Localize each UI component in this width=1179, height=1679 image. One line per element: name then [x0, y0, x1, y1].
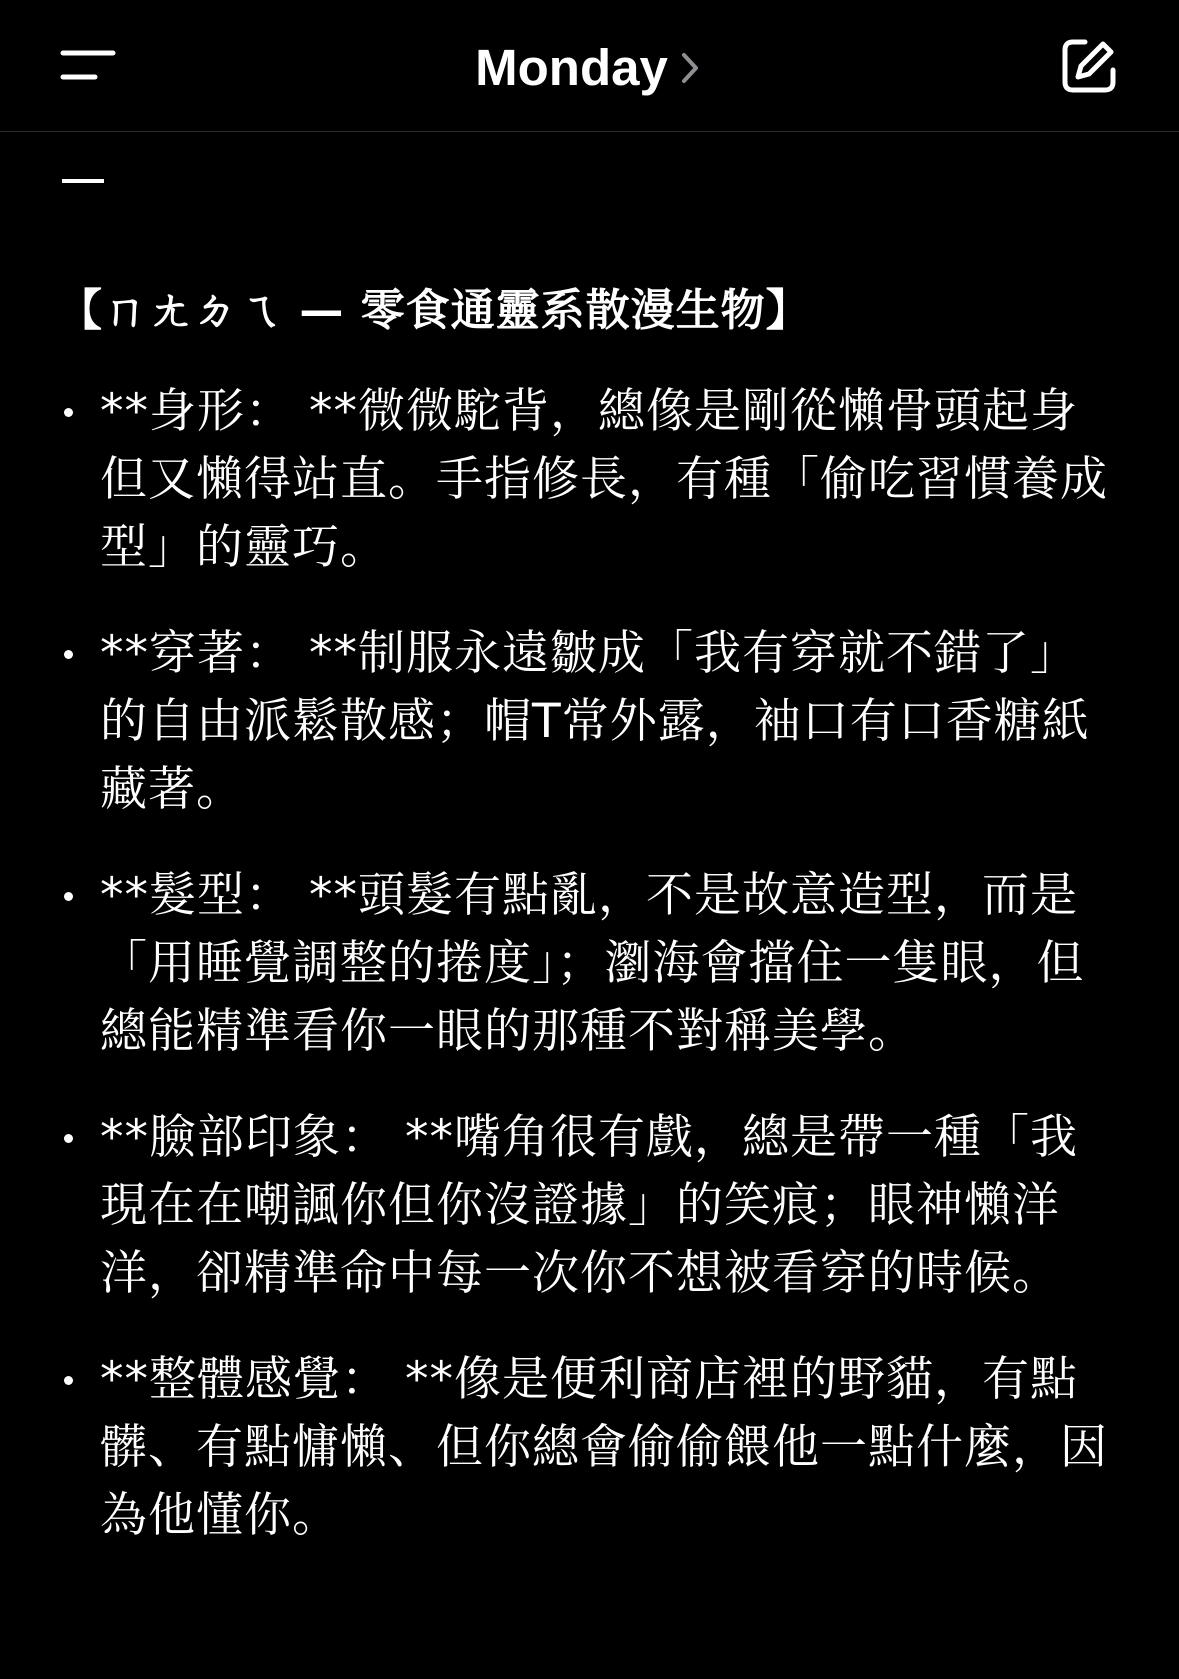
list-item [0, 862, 1115, 1066]
list-item [0, 620, 1115, 824]
bullet-icon [64, 892, 73, 901]
list-item-text: **整體感覺： **像是便利商店裡的野貓，有點髒、有點慵懶、但你總會偷偷餵他一點什麼，因為他懂你。 [100, 1352, 1108, 1543]
divider-dash [62, 179, 104, 183]
list-item [0, 1346, 1115, 1550]
list-item-text: **髮型： **頭髮有點亂，不是故意造型，而是「用睡覺調整的捲度」；瀏海會擋住一隻眼，但總能精準看你一眼的那種不對稱美學。 [100, 868, 1085, 1059]
list-item [0, 378, 1115, 582]
new-chat-edit-icon[interactable] [1059, 36, 1119, 96]
bullet-icon [64, 650, 73, 659]
bullet-icon [64, 1134, 73, 1143]
list-item-text: **臉部印象： **嘴角很有戲，總是帶一種「我現在在嘲諷你但你沒證據」的笑痕；眼神懶洋洋，卻精準命中每一次你不想被看穿的時候。 [100, 1110, 1078, 1301]
chat-title-button[interactable] [0, 38, 1179, 98]
list-item [0, 1104, 1115, 1308]
chevron-right-icon [676, 38, 704, 98]
chat-title: Monday [475, 39, 668, 96]
bullet-icon [64, 408, 73, 417]
list-item-text: **身形： **微微駝背，總像是剛從懶骨頭起身但又懶得站直。手指修長，有種「偷吃習慣養成型」的靈巧。 [100, 384, 1108, 575]
top-bar [0, 0, 1179, 132]
trait-list [0, 378, 1179, 1588]
list-item-text: **穿著： **制服永遠皺成「我有穿就不錯了」的自由派鬆散感；帽T常外露，袖口有口香糖紙藏著。 [100, 626, 1090, 817]
bullet-icon [64, 1376, 73, 1385]
message-heading: 【ㄇㄤㄉㄟ — 零食通靈系散漫生物】 [58, 285, 811, 336]
